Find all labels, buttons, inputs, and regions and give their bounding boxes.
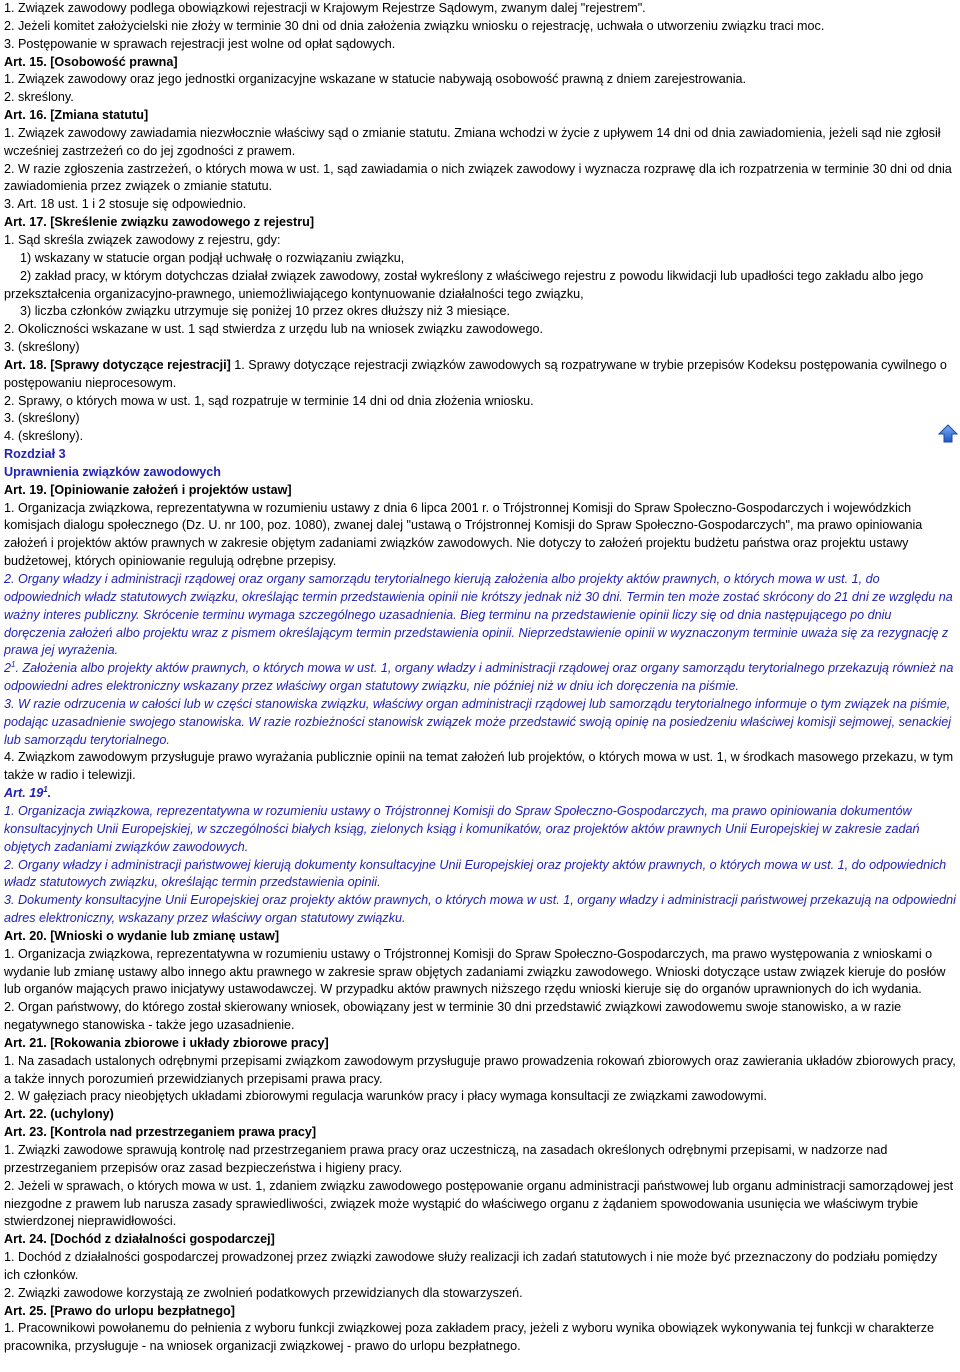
paragraph-text: 3. W razie odrzucenia w całości lub w części stanowiska związku, właściwy organ administracji rządowej lub samorządu terytorialnego informuje o tym związek na piśmie, podając uzasadnienie swojego stanowiska. W razie rozbieżności stanowisk związek może przedstawić swoją opinię na posiedzeniu właściwej komisji sejmowej, senackiej lub samorządu terytorialnego. (4, 696, 952, 747)
paragraph-text: 2. Jeżeli w sprawach, o których mowa w ust. 1, zdaniem związku zawodowego postępowanie organu administracji państwowej lub organu administracji samorządowej jest niezgodne z prawem lub narusza zasady sprawiedliwości, związek może wystąpić do właściwego organu z żądaniem spowodowania usunięcia we właściwym trybie stwierdzonej nieprawidłowości. (4, 1178, 954, 1229)
paragraph (4, 357, 956, 393)
paragraph (4, 393, 956, 411)
paragraph-text: 2. skreślony. (4, 90, 74, 105)
paragraph-text: Art. 17. [Skreślenie związku zawodowego z rejestru] (4, 215, 315, 230)
paragraph-text: Rozdział 3 (4, 447, 66, 462)
paragraph-text: 2) zakład pracy, w którym dotychczas działał związek zawodowy, został wykreślony z właściwego rejestru z powodu likwidacji lub upadłości tego zakładu albo jego przekształcenia organizacyjno-prawnego, uniemożliwiającego kontynuowanie działalności tego związku, (4, 268, 924, 301)
paragraph-text: 2. Organy władzy i administracji państwowej kierują dokumenty konsultacyjne Unii Europejskiej oraz projekty aktów prawnych, o których mowa w ust. 1, do odpowiednich władz statutowych związku, określając termin przedstawienia opinii. (4, 857, 947, 890)
paragraph-text: Art. 16. [Zmiana statutu] (4, 108, 149, 123)
paragraph-text: 3. Art. 18 ust. 1 i 2 stosuje się odpowiednio. (4, 197, 247, 212)
paragraph (4, 660, 956, 696)
article-heading (4, 1035, 956, 1053)
paragraph-text: . Założenia albo projekty aktów prawnych, o których mowa w ust. 1, organy władzy i administracji rządowej oraz organy samorządu terytorialnego przekazują również na odpowiedni adres elektroniczny wskazany przez właściwy organ statutowy związku, nie później niż w dniu ich doręczenia na piśmie. (4, 661, 954, 694)
paragraph (4, 892, 956, 928)
paragraph (4, 857, 956, 893)
paragraph-text: 1. Na zasadach ustalonych odrębnymi przepisami związkom zawodowym przysługuje prawo prowadzenia rokowań zbiorowych oraz zawierania układów zbiorowych pracy, a także innych porozumień przewidzianych przepisami prawa pracy. (4, 1053, 956, 1086)
paragraph-text: Art. 25. [Prawo do urlopu bezpłatnego] (4, 1303, 235, 1318)
document-body (4, 0, 956, 1356)
paragraph-text: 3) liczba członków związku utrzymuje się poniżej 10 przez okres dłuższy niż 3 miesiące. (20, 304, 510, 319)
article-heading (4, 214, 956, 232)
article-heading (4, 1303, 956, 1321)
paragraph (4, 803, 956, 857)
article-heading (4, 482, 956, 500)
paragraph-text: 3. (skreślony) (4, 411, 80, 426)
paragraph (4, 410, 956, 428)
paragraph-text: 3. (skreślony) (4, 340, 80, 355)
paragraph-text: 1. Organizacja związkowa, reprezentatywna w rozumieniu ustawy z dnia 6 lipca 2001 r. o Trójstronnej Komisji do Spraw Społeczno-Gospodarczych i wojewódzkich komisjach dialogu społecznego (Dz. U. nr 100, poz. 1080), zwanej dalej "ustawą o Trójstronnej Komisji do Spraw Społeczno-Gospodarczych", ma prawo opiniowania założeń i projektów aktów prawnych w zakresie objętym zadaniami związków zawodowych. Nie dotyczy to założeń projektu budżetu państwa oraz projektu ustawy budżetowej, których opiniowanie regulują odrębne przepisy. (4, 500, 923, 569)
chapter-heading (4, 446, 956, 464)
paragraph-text: 2. Sprawy, o których mowa w ust. 1, sąd rozpatruje w terminie 14 dni od dnia złożenia wniosku. (4, 393, 534, 408)
paragraph-text: 1. Organizacja związkowa, reprezentatywna w rozumieniu ustawy o Trójstronnej Komisji do Spraw Społeczno-Gospodarczych, ma prawo opiniowania dokumentów konsultacyjnych Unii Europejskiej, w szczególności białych ksiąg, zielonych ksiąg i komunikatów, oraz projektów aktów prawnych Unii Europejskiej w zakresie zadań objętych zadaniami związków zawodowych. (4, 803, 920, 854)
paragraph (4, 18, 956, 36)
paragraph (4, 1053, 956, 1089)
paragraph-text: 1. Związki zawodowe sprawują kontrolę nad przestrzeganiem prawa pracy oraz uczestniczą, na zasadach określonych odrębnymi przepisami, w nadzorze nad przestrzeganiem przepisów oraz zasad bezpieczeństwa i higieny pracy. (4, 1143, 888, 1175)
paragraph-text: . (47, 786, 52, 801)
paragraph (4, 339, 956, 357)
paragraph-text: 2. Okoliczności wskazane w ust. 1 sąd stwierdza z urzędu lub na wniosek związku zawodowego. (4, 322, 543, 337)
paragraph-text: Art. 15. [Osobowość prawna] (4, 54, 178, 69)
paragraph-text: 4. (skreślony). (4, 429, 84, 444)
paragraph (4, 1285, 956, 1303)
paragraph-text: Uprawnienia związków zawodowych (4, 464, 221, 479)
article-heading (4, 1106, 956, 1124)
paragraph-text: 4. Związkom zawodowym przysługuje prawo wyrażania publicznie opinii na temat założeń lub projektów, o których mowa w ust. 1, w środkach masowego przekazu, w tym także w radio i telewizji. (4, 750, 954, 783)
paragraph (4, 250, 956, 268)
paragraph (4, 999, 956, 1035)
superscript: 1 (43, 784, 48, 794)
paragraph-text: 2. Organy władzy i administracji rządowej oraz organy samorządu terytorialnego kierują założenia albo projekty aktów prawnych, o których mowa w ust. 1, do odpowiednich władz statutowych związku, określając termin przedstawienia opinii nie krótszy jednak niż 30 dni. Termin ten może zostać skrócony do 21 dni ze względu na ważny interes publiczny. Skrócenie terminu wymaga szczególnego uzasadnienia. Bieg terminu na przedstawienie opinii liczy się od dnia następującego po dniu doręczenia założeń albo projektu wraz z pismem określającym termin przedstawienia opinii. Nieprzedstawienie opinii w wyznaczonym terminie uważa się za rezygnację z prawa jej wyrażenia. (4, 572, 953, 658)
paragraph-text: Art. 19. [Opiniowanie założeń i projektów ustaw] (4, 482, 292, 497)
paragraph (4, 303, 956, 321)
paragraph-number: 2 (4, 661, 12, 676)
paragraph-text: 2. W gałęziach pracy nieobjętych układami zbiorowymi regulacja warunków pracy i płacy wymaga konsultacji ze związkami zawodowymi. (4, 1089, 767, 1104)
article-heading (4, 54, 956, 72)
paragraph (4, 1088, 956, 1106)
paragraph-number: Art. 19 (4, 786, 44, 801)
article-heading (4, 107, 956, 125)
paragraph (4, 1320, 956, 1356)
paragraph-text: 1. Związek zawodowy oraz jego jednostki organizacyjne wskazane w statucie nabywają osobowość prawną z dniem zarejestrowania. (4, 72, 747, 87)
paragraph (4, 749, 956, 785)
paragraph-text: 1. Dochód z działalności gospodarczej prowadzonej przez związki zawodowe służy realizacji ich zadań statutowych i nie może być przeznaczony do podziału pomiędzy ich członków. (4, 1250, 938, 1282)
paragraph (4, 161, 956, 197)
article-heading: Art. 18. [Sprawy dotyczące rejestracji] (4, 357, 231, 372)
paragraph (4, 125, 956, 161)
paragraph-text: 3. Dokumenty konsultacyjne Unii Europejskiej oraz projekty aktów prawnych, o których mowa w ust. 1, organy władzy i administracji państwowej przekazują na odpowiedni adres elektroniczny, wskazany przez właściwy organ statutowy związku. (4, 893, 956, 926)
paragraph-text: 3. Postępowanie w sprawach rejestracji jest wolne od opłat sądowych. (4, 36, 396, 51)
paragraph (4, 1249, 956, 1285)
paragraph (4, 268, 956, 304)
article-heading (4, 1124, 956, 1142)
paragraph-text: 2. Jeżeli komitet założycielski nie złoży w terminie 30 dni od dnia założenia związku wniosku o rejestrację, uchwała o utworzeniu związku traci moc. (4, 18, 825, 33)
paragraph (4, 89, 956, 107)
paragraph (4, 696, 956, 750)
chapter-heading (4, 464, 956, 482)
paragraph-text: 1. Sąd skreśla związek zawodowy z rejestru, gdy: (4, 232, 281, 247)
paragraph-text: 1. Związek zawodowy podlega obowiązkowi rejestracji w Krajowym Rejestrze Sądowym, zwanym dalej "rejestrem". (4, 1, 646, 15)
article-heading (4, 1231, 956, 1249)
superscript: 1 (11, 660, 16, 670)
paragraph-text: 2. W razie zgłoszenia zastrzeżeń, o których mowa w ust. 1, sąd zawiadamia o nich związek zawodowy i wyznacza rozprawę dla ich rozpatrzenia w terminie 30 dni od dnia zawiadomienia przez związek o zmianie statutu. (4, 161, 952, 194)
paragraph (4, 428, 956, 446)
paragraph (4, 321, 956, 339)
paragraph-text: 1) wskazany w statucie organ podjął uchwałę o rozwiązaniu związku, (20, 250, 405, 265)
paragraph (4, 232, 956, 250)
paragraph-text: Art. 20. [Wnioski o wydanie lub zmianę ustaw] (4, 928, 280, 943)
paragraph-text: Art. 23. [Kontrola nad przestrzeganiem prawa pracy] (4, 1125, 317, 1140)
paragraph-text: Art. 22. (uchylony) (4, 1107, 114, 1122)
paragraph (4, 36, 956, 54)
paragraph (4, 71, 956, 89)
paragraph-text: Art. 24. [Dochód z działalności gospodarczej] (4, 1232, 275, 1247)
paragraph-text: 1. Związek zawodowy zawiadamia niezwłocznie właściwy sąd o zmianie statutu. Zmiana wchodzi w życie z upływem 14 dni od dnia zawiadomienia, jeżeli sąd nie zgłosił wcześniej zastrzeżeń co do jej zgodności z prawem. (4, 125, 941, 158)
paragraph-text: 1. Pracownikowi powołanemu do pełnienia z wyboru funkcji związkowej poza zakładem pracy, jeżeli z wyboru wynika obowiązek wykonywania tej funkcji w charakterze pracownika, przysługuje - na wniosek organizacji związkowej - prawo do urlopu bezpłatnego. (4, 1321, 935, 1354)
paragraph-text: 1. Sprawy dotyczące rejestracji związków zawodowych są rozpatrywane w trybie przepisów Kodeksu postępowania cywilnego o postępowaniu nieprocesowym. (4, 357, 947, 390)
article-heading (4, 928, 956, 946)
paragraph (4, 0, 956, 18)
article-heading (4, 785, 956, 803)
paragraph-text: Art. 21. [Rokowania zbiorowe i układy zbiorowe pracy] (4, 1035, 329, 1050)
paragraph-text: 1. Organizacja związkowa, reprezentatywna w rozumieniu ustawy o Trójstronnej Komisji do Spraw Społeczno-Gospodarczych, ma prawo występowania z wnioskami o wydanie lub zmianę ustawy albo innego aktu prawnego w zakresie spraw objętych zadaniami związku zawodowego. Wnioski dotyczące ustaw związek kieruje do posłów lub organów mających prawo inicjatywy ustawodawczej. W przypadku aktów prawnych niższego rzędu wnioski kieruje się do organów uprawnionych do ich wydania. (4, 946, 946, 997)
paragraph (4, 196, 956, 214)
paragraph (4, 946, 956, 1000)
paragraph (4, 571, 956, 660)
arrow-up-icon[interactable] (938, 424, 958, 444)
paragraph (4, 1142, 956, 1178)
paragraph (4, 1178, 956, 1232)
paragraph-text: 2. Związki zawodowe korzystają ze zwolnień podatkowych przewidzianych dla stowarzyszeń. (4, 1285, 523, 1300)
paragraph (4, 500, 956, 571)
paragraph-text: 2. Organ państwowy, do którego został skierowany wniosek, obowiązany jest w terminie 30 dni przedstawić związkowi zawodowemu swoje stanowisko, a w razie negatywnego stanowiska - także jego uzasadnienie. (4, 1000, 902, 1033)
